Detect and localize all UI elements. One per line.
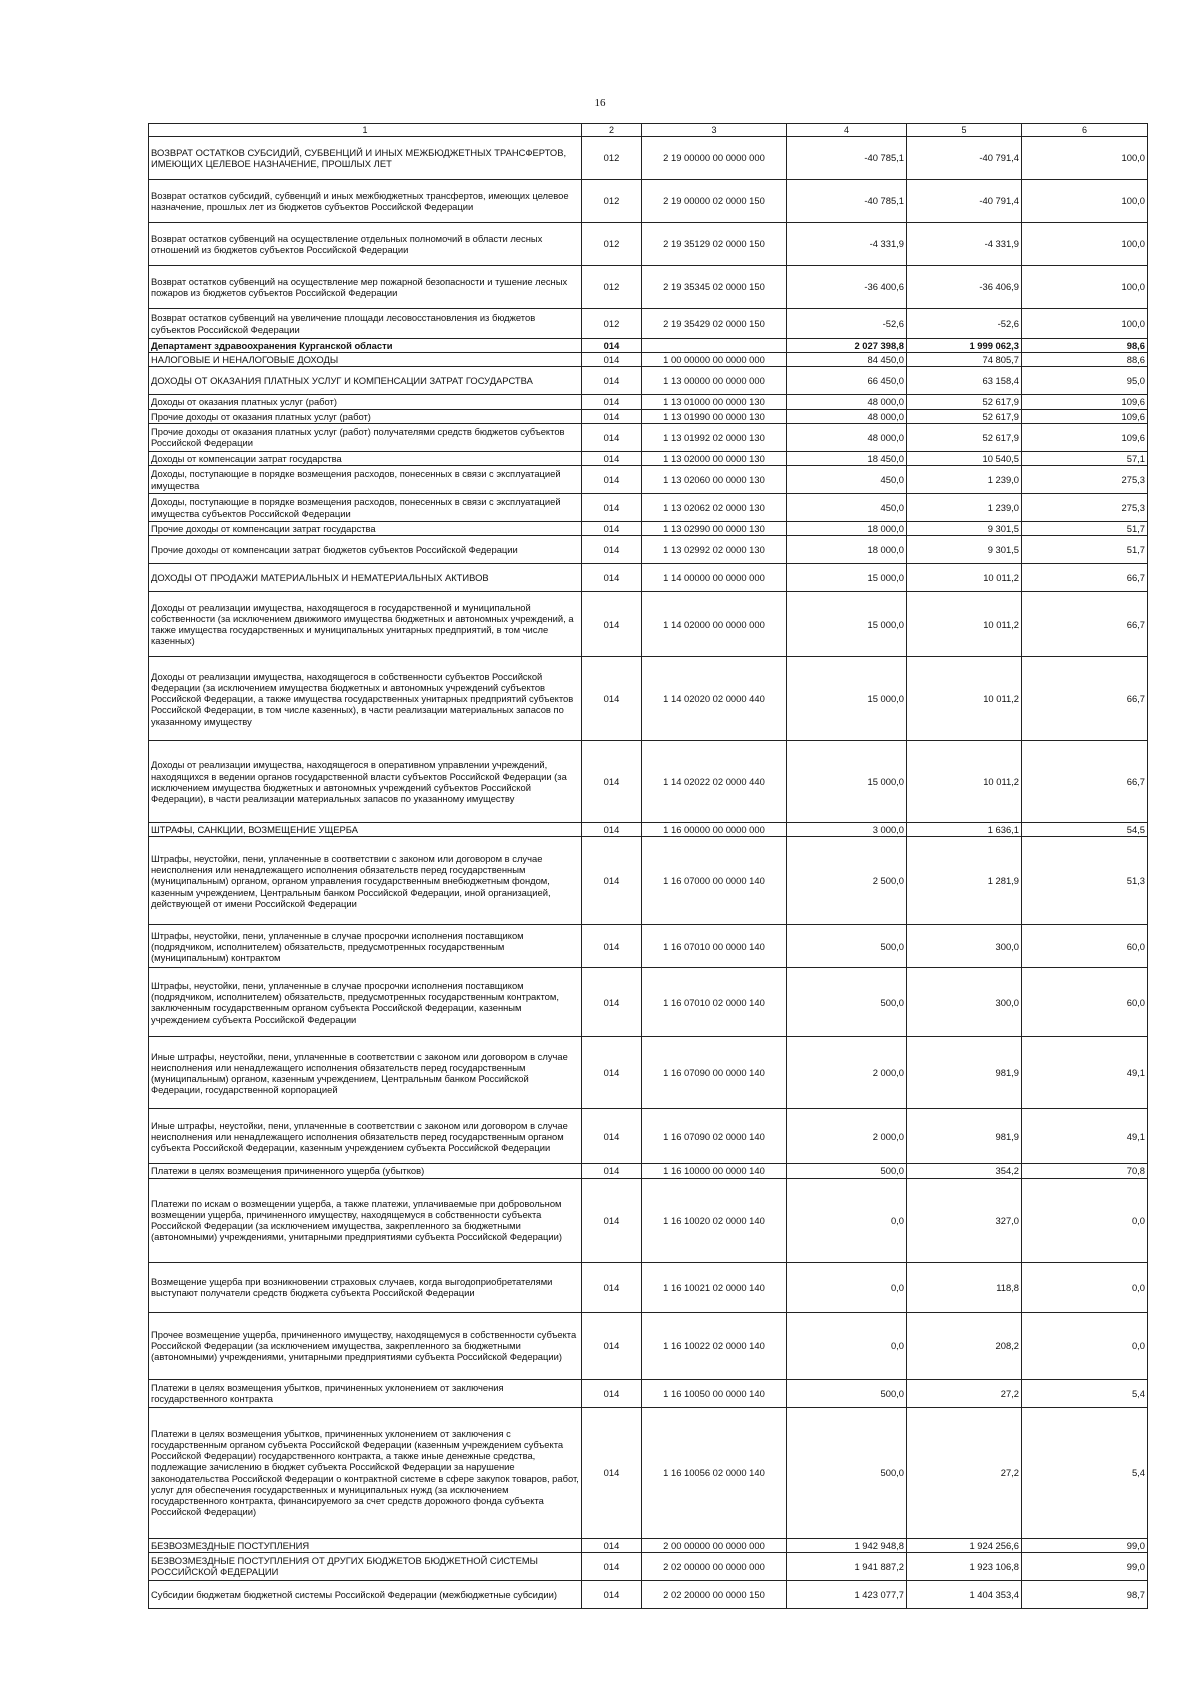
header-cell: 5 — [907, 124, 1022, 137]
row-percent: 88,6 — [1022, 353, 1148, 367]
row-fact: 981,9 — [907, 1109, 1022, 1164]
row-percent: 49,1 — [1022, 1109, 1148, 1164]
row-plan: 500,0 — [787, 968, 907, 1037]
row-name: Возмещение ущерба при возникновении страховых случаев, когда выгодоприобретателями выступают получатели средств бюджета субъекта Российской Федерации — [149, 1262, 582, 1312]
row-plan: 15 000,0 — [787, 564, 907, 592]
row-plan: 1 942 948,8 — [787, 1538, 907, 1552]
row-kbk: 1 16 00000 00 0000 000 — [642, 823, 787, 837]
table-row — [149, 395, 1148, 409]
row-percent: 66,7 — [1022, 657, 1148, 741]
row-plan: 500,0 — [787, 1379, 907, 1407]
row-fact: 981,9 — [907, 1037, 1022, 1109]
row-plan: 1 941 887,2 — [787, 1552, 907, 1580]
row-name: Доходы от реализации имущества, находящегося в оперативном управлении учреждений, находящихся в ведении органов государственной власти субъектов Российской Федерации (за исключением имущества бюджетных и автономных учреждений субъектов Российской Федерации), в части реализации материальных запасов по указанному имуществу — [149, 741, 582, 823]
row-percent: 0,0 — [1022, 1312, 1148, 1379]
row-code: 014 — [582, 339, 642, 353]
row-percent: 95,0 — [1022, 367, 1148, 395]
header-cell: 2 — [582, 124, 642, 137]
row-fact: 10 540,5 — [907, 451, 1022, 465]
table-row — [149, 1109, 1148, 1164]
row-fact: 1 924 256,6 — [907, 1538, 1022, 1552]
row-code: 014 — [582, 451, 642, 465]
row-name: ДОХОДЫ ОТ ОКАЗАНИЯ ПЛАТНЫХ УСЛУГ И КОМПЕНСАЦИИ ЗАТРАТ ГОСУДАРСТВА — [149, 367, 582, 395]
header-cell: 1 — [149, 124, 582, 137]
row-name: Иные штрафы, неустойки, пени, уплаченные в соответствии с законом или договором в случае неисполнения или ненадлежащего исполнения обязательств перед государственным органом субъекта Российской Федерации, казенным учреждением субъекта Российской Федерации — [149, 1109, 582, 1164]
table-row — [149, 1037, 1148, 1109]
table-row — [149, 309, 1148, 339]
row-kbk: 1 00 00000 00 0000 000 — [642, 353, 787, 367]
row-fact: 1 404 353,4 — [907, 1580, 1022, 1608]
row-code: 014 — [582, 1379, 642, 1407]
row-kbk: 1 13 01990 00 0000 130 — [642, 409, 787, 423]
row-name: Департамент здравоохранения Курганской области — [149, 339, 582, 353]
row-kbk: 1 16 07090 00 0000 140 — [642, 1037, 787, 1109]
row-name: Платежи по искам о возмещении ущерба, а также платежи, уплачиваемые при добровольном возмещении ущерба, причиненного имуществу, находящемуся в собственности субъекта Российской Федерации (за исключением имущества, закрепленного за бюджетными (автономными) учреждениями, унитарными предприятиями субъекта Российской Федерации) — [149, 1178, 582, 1262]
row-name: Возврат остатков субсидий, субвенций и иных межбюджетных трансфертов, имеющих целевое назначение, прошлых лет из бюджетов субъектов Российской Федерации — [149, 180, 582, 223]
row-name: Доходы от компенсации затрат государства — [149, 451, 582, 465]
row-kbk: 1 16 10056 02 0000 140 — [642, 1407, 787, 1538]
row-fact: 63 158,4 — [907, 367, 1022, 395]
row-code: 014 — [582, 1580, 642, 1608]
row-name: Платежи в целях возмещения убытков, причиненных уклонением от заключения с государственным органом субъекта Российской Федерации (казенным учреждением субъекта Российской Федерации) государственного контракта, а также иные денежные средства, подлежащие зачислению в бюджет субъекта Российской Федерации за нарушение законодательства Российской Федерации о контрактной системе в сфере закупок товаров, работ, услуг для обеспечения государственных и муниципальных нужд (за исключением государственного контракта, финансируемого за счет средств дорожного фонда субъекта Российской Федерации) — [149, 1407, 582, 1538]
row-code: 014 — [582, 536, 642, 564]
row-code: 014 — [582, 564, 642, 592]
row-code: 014 — [582, 423, 642, 451]
row-plan: -52,6 — [787, 309, 907, 339]
row-code: 012 — [582, 180, 642, 223]
row-kbk: 1 16 10050 00 0000 140 — [642, 1379, 787, 1407]
row-percent: 99,0 — [1022, 1538, 1148, 1552]
row-name: Доходы, поступающие в порядке возмещения расходов, понесенных в связи с эксплуатацией имущества субъектов Российской Федерации — [149, 494, 582, 522]
table-row — [149, 1178, 1148, 1262]
table-row — [149, 1580, 1148, 1608]
row-name: Иные штрафы, неустойки, пени, уплаченные в соответствии с законом или договором в случае неисполнения или ненадлежащего исполнения обязательств перед государственным (муниципальным) органом, казенным учреждением, Центральным банком Российской Федерации, государственной корпорацией — [149, 1037, 582, 1109]
row-name: НАЛОГОВЫЕ И НЕНАЛОГОВЫЕ ДОХОДЫ — [149, 353, 582, 367]
row-percent: 49,1 — [1022, 1037, 1148, 1109]
row-fact: 27,2 — [907, 1379, 1022, 1407]
table-row — [149, 1407, 1148, 1538]
table-row — [149, 494, 1148, 522]
table-row — [149, 741, 1148, 823]
table-row — [149, 466, 1148, 494]
row-fact: 74 805,7 — [907, 353, 1022, 367]
row-fact: 1 636,1 — [907, 823, 1022, 837]
row-code: 014 — [582, 1109, 642, 1164]
table-row — [149, 837, 1148, 925]
row-name: Прочие доходы от оказания платных услуг (работ) получателями средств бюджетов субъектов Российской Федерации — [149, 423, 582, 451]
row-name: БЕЗВОЗМЕЗДНЫЕ ПОСТУПЛЕНИЯ ОТ ДРУГИХ БЮДЖЕТОВ БЮДЖЕТНОЙ СИСТЕМЫ РОССИЙСКОЙ ФЕДЕРАЦИИ — [149, 1552, 582, 1580]
row-kbk: 2 02 20000 00 0000 150 — [642, 1580, 787, 1608]
row-code: 014 — [582, 1552, 642, 1580]
table-row — [149, 1164, 1148, 1178]
row-name: ШТРАФЫ, САНКЦИИ, ВОЗМЕЩЕНИЕ УЩЕРБА — [149, 823, 582, 837]
row-code: 012 — [582, 266, 642, 309]
row-code: 014 — [582, 353, 642, 367]
table-row — [149, 180, 1148, 223]
table-row — [149, 522, 1148, 536]
row-plan: 15 000,0 — [787, 741, 907, 823]
table-row — [149, 137, 1148, 180]
row-percent: 99,0 — [1022, 1552, 1148, 1580]
row-percent: 0,0 — [1022, 1262, 1148, 1312]
row-kbk: 1 13 01992 02 0000 130 — [642, 423, 787, 451]
table-row — [149, 1262, 1148, 1312]
row-kbk: 1 16 07010 00 0000 140 — [642, 925, 787, 968]
row-fact: 1 239,0 — [907, 494, 1022, 522]
row-percent: 66,7 — [1022, 592, 1148, 657]
row-kbk: 1 16 07000 00 0000 140 — [642, 837, 787, 925]
row-kbk: 1 13 02062 02 0000 130 — [642, 494, 787, 522]
table-row — [149, 423, 1148, 451]
row-name: Доходы, поступающие в порядке возмещения расходов, понесенных в связи с эксплуатацией имущества — [149, 466, 582, 494]
row-name: Прочие доходы от компенсации затрат бюджетов субъектов Российской Федерации — [149, 536, 582, 564]
row-percent: 100,0 — [1022, 137, 1148, 180]
row-plan: 84 450,0 — [787, 353, 907, 367]
row-plan: 0,0 — [787, 1262, 907, 1312]
row-code: 012 — [582, 137, 642, 180]
row-kbk: 1 13 02000 00 0000 130 — [642, 451, 787, 465]
row-fact: 10 011,2 — [907, 564, 1022, 592]
row-kbk: 1 16 07090 02 0000 140 — [642, 1109, 787, 1164]
row-name: Прочее возмещение ущерба, причиненного имуществу, находящемуся в собственности субъекта Российской Федерации (за исключением имущества, закрепленного за бюджетными (автономными) учреждениями, унитарными предприятиями субъекта Российской Федерации) — [149, 1312, 582, 1379]
row-percent: 98,6 — [1022, 339, 1148, 353]
row-plan: 2 027 398,8 — [787, 339, 907, 353]
row-plan: 18 000,0 — [787, 536, 907, 564]
row-percent: 51,7 — [1022, 536, 1148, 564]
row-percent: 66,7 — [1022, 741, 1148, 823]
row-percent: 54,5 — [1022, 823, 1148, 837]
row-percent: 60,0 — [1022, 925, 1148, 968]
row-fact: 10 011,2 — [907, 741, 1022, 823]
row-code: 014 — [582, 409, 642, 423]
table-row — [149, 536, 1148, 564]
row-fact: 10 011,2 — [907, 592, 1022, 657]
row-plan: 2 000,0 — [787, 1109, 907, 1164]
row-code: 014 — [582, 1037, 642, 1109]
row-fact: 327,0 — [907, 1178, 1022, 1262]
row-code: 014 — [582, 1178, 642, 1262]
row-percent: 57,1 — [1022, 451, 1148, 465]
row-fact: 208,2 — [907, 1312, 1022, 1379]
column-number-header — [149, 124, 1148, 137]
row-fact: 52 617,9 — [907, 423, 1022, 451]
row-fact: 300,0 — [907, 968, 1022, 1037]
row-code: 014 — [582, 1312, 642, 1379]
row-code: 014 — [582, 466, 642, 494]
table-row — [149, 223, 1148, 266]
row-plan: 48 000,0 — [787, 409, 907, 423]
row-plan: 3 000,0 — [787, 823, 907, 837]
row-plan: -40 785,1 — [787, 180, 907, 223]
row-code: 014 — [582, 1538, 642, 1552]
row-name: ВОЗВРАТ ОСТАТКОВ СУБСИДИЙ, СУБВЕНЦИЙ И ИНЫХ МЕЖБЮДЖЕТНЫХ ТРАНСФЕРТОВ, ИМЕЮЩИХ ЦЕЛЕВОЕ НАЗНАЧЕНИЕ, ПРОШЛЫХ ЛЕТ — [149, 137, 582, 180]
row-kbk: 2 19 35129 02 0000 150 — [642, 223, 787, 266]
table-row — [149, 266, 1148, 309]
row-kbk: 1 14 02020 02 0000 440 — [642, 657, 787, 741]
row-name: Возврат остатков субвенций на осуществление отдельных полномочий в области лесных отношений из бюджетов субъектов Российской Федерации — [149, 223, 582, 266]
row-kbk — [642, 339, 787, 353]
header-cell: 4 — [787, 124, 907, 137]
table-row — [149, 367, 1148, 395]
row-code: 014 — [582, 522, 642, 536]
row-name: Прочие доходы от оказания платных услуг (работ) — [149, 409, 582, 423]
row-percent: 5,4 — [1022, 1407, 1148, 1538]
row-name: Возврат остатков субвенций на осуществление мер пожарной безопасности и тушение лесных пожаров из бюджетов субъектов Российской Федерации — [149, 266, 582, 309]
row-name: Платежи в целях возмещения причиненного ущерба (убытков) — [149, 1164, 582, 1178]
row-percent: 98,7 — [1022, 1580, 1148, 1608]
row-name: Доходы от реализации имущества, находящегося в собственности субъектов Российской Федерации (за исключением имущества бюджетных и автономных учреждений субъектов Российской Федерации, а также имущества государственных унитарных предприятий субъектов Российской Федерации, в том числе казенных), в части реализации материальных запасов по указанному имуществу — [149, 657, 582, 741]
row-kbk: 1 13 00000 00 0000 000 — [642, 367, 787, 395]
row-plan: 18 000,0 — [787, 522, 907, 536]
table-row — [149, 657, 1148, 741]
row-code: 014 — [582, 823, 642, 837]
row-code: 014 — [582, 1164, 642, 1178]
row-fact: 9 301,5 — [907, 536, 1022, 564]
row-fact: -40 791,4 — [907, 180, 1022, 223]
row-plan: 15 000,0 — [787, 657, 907, 741]
row-kbk: 2 02 00000 00 0000 000 — [642, 1552, 787, 1580]
row-kbk: 1 13 02990 00 0000 130 — [642, 522, 787, 536]
table-row — [149, 564, 1148, 592]
row-fact: 52 617,9 — [907, 409, 1022, 423]
row-code: 012 — [582, 223, 642, 266]
row-fact: -52,6 — [907, 309, 1022, 339]
row-fact: 1 281,9 — [907, 837, 1022, 925]
table-row — [149, 968, 1148, 1037]
row-percent: 100,0 — [1022, 180, 1148, 223]
header-cell: 3 — [642, 124, 787, 137]
row-name: Прочие доходы от компенсации затрат государства — [149, 522, 582, 536]
row-plan: 500,0 — [787, 1164, 907, 1178]
row-fact: 118,8 — [907, 1262, 1022, 1312]
row-code: 014 — [582, 592, 642, 657]
row-code: 014 — [582, 1262, 642, 1312]
row-kbk: 1 16 10000 00 0000 140 — [642, 1164, 787, 1178]
row-percent: 70,8 — [1022, 1164, 1148, 1178]
row-percent: 100,0 — [1022, 223, 1148, 266]
row-code: 014 — [582, 925, 642, 968]
row-percent: 51,7 — [1022, 522, 1148, 536]
row-kbk: 1 13 01000 00 0000 130 — [642, 395, 787, 409]
row-kbk: 1 16 07010 02 0000 140 — [642, 968, 787, 1037]
page-number: 16 — [594, 97, 606, 109]
row-kbk: 1 14 00000 00 0000 000 — [642, 564, 787, 592]
row-plan: 0,0 — [787, 1178, 907, 1262]
table-row — [149, 339, 1148, 353]
row-fact: 10 011,2 — [907, 657, 1022, 741]
row-kbk: 2 19 35345 02 0000 150 — [642, 266, 787, 309]
row-plan: -4 331,9 — [787, 223, 907, 266]
row-fact: 300,0 — [907, 925, 1022, 968]
row-percent: 66,7 — [1022, 564, 1148, 592]
header-cell: 6 — [1022, 124, 1148, 137]
row-kbk: 1 16 10021 02 0000 140 — [642, 1262, 787, 1312]
row-percent: 275,3 — [1022, 494, 1148, 522]
row-name: Штрафы, неустойки, пени, уплаченные в случае просрочки исполнения поставщиком (подрядчиком, исполнителем) обязательств, предусмотренных государственным контрактом, заключенным государственным органом субъекта Российской Федерации, казенным учреждением субъекта Российской Федерации — [149, 968, 582, 1037]
row-fact: -40 791,4 — [907, 137, 1022, 180]
row-code: 014 — [582, 741, 642, 823]
table-row — [149, 409, 1148, 423]
row-code: 014 — [582, 494, 642, 522]
row-name: Доходы от реализации имущества, находящегося в государственной и муниципальной собственности (за исключением движимого имущества бюджетных и автономных учреждений, а также имущества государственных и муниципальных унитарных предприятий, в том числе казенных) — [149, 592, 582, 657]
row-code: 014 — [582, 837, 642, 925]
row-name: Субсидии бюджетам бюджетной системы Российской Федерации (межбюджетные субсидии) — [149, 1580, 582, 1608]
row-name: Платежи в целях возмещения убытков, причиненных уклонением от заключения государственного контракта — [149, 1379, 582, 1407]
row-percent: 0,0 — [1022, 1178, 1148, 1262]
row-percent: 100,0 — [1022, 309, 1148, 339]
table-row — [149, 1312, 1148, 1379]
row-fact: -4 331,9 — [907, 223, 1022, 266]
row-code: 014 — [582, 367, 642, 395]
row-name: ДОХОДЫ ОТ ПРОДАЖИ МАТЕРИАЛЬНЫХ И НЕМАТЕРИАЛЬНЫХ АКТИВОВ — [149, 564, 582, 592]
row-fact: 52 617,9 — [907, 395, 1022, 409]
row-kbk: 1 14 02022 02 0000 440 — [642, 741, 787, 823]
row-code: 014 — [582, 657, 642, 741]
row-name: Штрафы, неустойки, пени, уплаченные в соответствии с законом или договором в случае неисполнения или ненадлежащего исполнения обязательств перед государственным (муниципальным) органом, органом управления государственным внебюджетным фондом, казенным учреждением, Центральным банком Российской Федерации, иной организацией, действующей от имени Российской Федерации — [149, 837, 582, 925]
row-plan: 500,0 — [787, 925, 907, 968]
row-name: БЕЗВОЗМЕЗДНЫЕ ПОСТУПЛЕНИЯ — [149, 1538, 582, 1552]
row-kbk: 2 00 00000 00 0000 000 — [642, 1538, 787, 1552]
row-fact: 1 239,0 — [907, 466, 1022, 494]
row-plan: -36 400,6 — [787, 266, 907, 309]
row-code: 014 — [582, 1407, 642, 1538]
row-plan: 48 000,0 — [787, 395, 907, 409]
row-plan: 2 500,0 — [787, 837, 907, 925]
row-name: Доходы от оказания платных услуг (работ) — [149, 395, 582, 409]
row-fact: -36 406,9 — [907, 266, 1022, 309]
table-row — [149, 592, 1148, 657]
row-plan: 500,0 — [787, 1407, 907, 1538]
row-plan: 450,0 — [787, 466, 907, 494]
row-name: Штрафы, неустойки, пени, уплаченные в случае просрочки исполнения поставщиком (подрядчиком, исполнителем) обязательств, предусмотренных государственным (муниципальным) контрактом — [149, 925, 582, 968]
row-percent: 109,6 — [1022, 409, 1148, 423]
row-plan: 1 423 077,7 — [787, 1580, 907, 1608]
table-row — [149, 451, 1148, 465]
table-row — [149, 823, 1148, 837]
row-plan: 48 000,0 — [787, 423, 907, 451]
row-fact: 9 301,5 — [907, 522, 1022, 536]
row-fact: 27,2 — [907, 1407, 1022, 1538]
row-fact: 1 923 106,8 — [907, 1552, 1022, 1580]
row-percent: 275,3 — [1022, 466, 1148, 494]
row-plan: 2 000,0 — [787, 1037, 907, 1109]
row-kbk: 1 16 10022 02 0000 140 — [642, 1312, 787, 1379]
row-plan: 66 450,0 — [787, 367, 907, 395]
table-row — [149, 1552, 1148, 1580]
table-row — [149, 353, 1148, 367]
row-fact: 1 999 062,3 — [907, 339, 1022, 353]
row-kbk: 2 19 00000 02 0000 150 — [642, 180, 787, 223]
row-kbk: 2 19 00000 00 0000 000 — [642, 137, 787, 180]
table-row — [149, 1538, 1148, 1552]
row-fact: 354,2 — [907, 1164, 1022, 1178]
revenue-report-table — [148, 123, 1148, 1609]
row-plan: -40 785,1 — [787, 137, 907, 180]
row-plan: 0,0 — [787, 1312, 907, 1379]
row-percent: 109,6 — [1022, 395, 1148, 409]
row-plan: 18 450,0 — [787, 451, 907, 465]
row-kbk: 1 16 10020 02 0000 140 — [642, 1178, 787, 1262]
row-code: 014 — [582, 968, 642, 1037]
row-plan: 15 000,0 — [787, 592, 907, 657]
row-kbk: 1 13 02060 00 0000 130 — [642, 466, 787, 494]
row-kbk: 2 19 35429 02 0000 150 — [642, 309, 787, 339]
row-percent: 60,0 — [1022, 968, 1148, 1037]
row-code: 012 — [582, 309, 642, 339]
row-percent: 51,3 — [1022, 837, 1148, 925]
row-percent: 109,6 — [1022, 423, 1148, 451]
table-row — [149, 925, 1148, 968]
row-code: 014 — [582, 395, 642, 409]
table-row — [149, 1379, 1148, 1407]
row-percent: 5,4 — [1022, 1379, 1148, 1407]
row-kbk: 1 14 02000 00 0000 000 — [642, 592, 787, 657]
row-plan: 450,0 — [787, 494, 907, 522]
row-kbk: 1 13 02992 02 0000 130 — [642, 536, 787, 564]
row-name: Возврат остатков субвенций на увеличение площади лесовосстановления из бюджетов субъектов Российской Федерации — [149, 309, 582, 339]
row-percent: 100,0 — [1022, 266, 1148, 309]
